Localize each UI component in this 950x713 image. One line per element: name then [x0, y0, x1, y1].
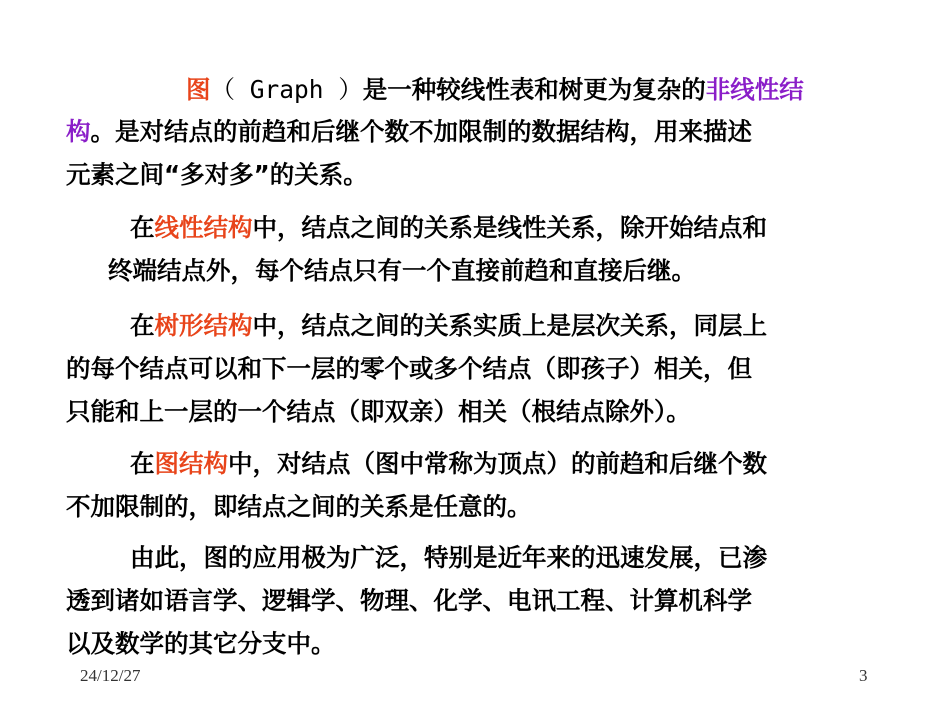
p5-line1 [130, 538, 767, 578]
text-segment: 终端结点外，每个结点只有一个直接前趋和直接后继。 [108, 256, 696, 285]
highlight-term: 非线性结 [705, 75, 804, 104]
text-segment: 中，结点之间的关系实质上是层次关系，同层上 [252, 311, 767, 340]
p1-line3 [66, 155, 368, 195]
highlight-term: 图结构 [154, 449, 228, 478]
p5-line3 [66, 624, 336, 664]
p3-line3 [66, 392, 691, 432]
p2-line2 [108, 251, 696, 291]
text-segment: 的每个结点可以和下一层的零个或多个结点（即孩子）相关，但 [66, 354, 752, 383]
text-segment: 是一种较线性表和树更为复杂的 [362, 75, 706, 104]
text-segment: 中，结点之间的关系是线性关系，除开始结点和 [252, 213, 767, 242]
p3-line2 [66, 349, 752, 389]
text-segment: 在 [130, 449, 155, 478]
term-english: （ Graph ） [210, 75, 363, 104]
highlight-term: 图 [186, 75, 211, 104]
text-segment: 透到诸如语言学、逻辑学、物理、化学、电讯工程、计算机科学 [66, 586, 752, 615]
text-segment: 元素之间“多对多”的关系。 [66, 160, 368, 189]
text-segment: 。是对结点的前趋和后继个数不加限制的数据结构，用来描述 [90, 117, 752, 146]
text-segment: 不加限制的，即结点之间的关系是任意的。 [66, 492, 532, 521]
text-segment: 只能和上一层的一个结点（即双亲）相关（根结点除外）。 [66, 397, 691, 426]
p4-line1 [130, 444, 767, 484]
text-segment: 以及数学的其它分支中。 [66, 629, 336, 658]
text-segment: 在 [130, 311, 155, 340]
highlight-term: 树形结构 [154, 311, 253, 340]
p1-line2 [66, 112, 752, 152]
p4-line2 [66, 487, 532, 527]
text-segment: 在 [130, 213, 155, 242]
p2-line1 [130, 208, 767, 248]
p5-line2 [66, 581, 752, 621]
page-number: 3 [859, 666, 868, 685]
text-segment: 由此，图的应用极为广泛，特别是近年来的迅速发展，已渗 [130, 543, 767, 572]
highlight-term: 线性结构 [154, 213, 253, 242]
p1-line1 [186, 70, 804, 110]
highlight-term: 构 [66, 117, 91, 146]
footer-date: 24/12/27 [80, 666, 141, 685]
text-segment: 中，对结点（图中常称为顶点）的前趋和后继个数 [228, 449, 767, 478]
p3-line1 [130, 306, 767, 346]
